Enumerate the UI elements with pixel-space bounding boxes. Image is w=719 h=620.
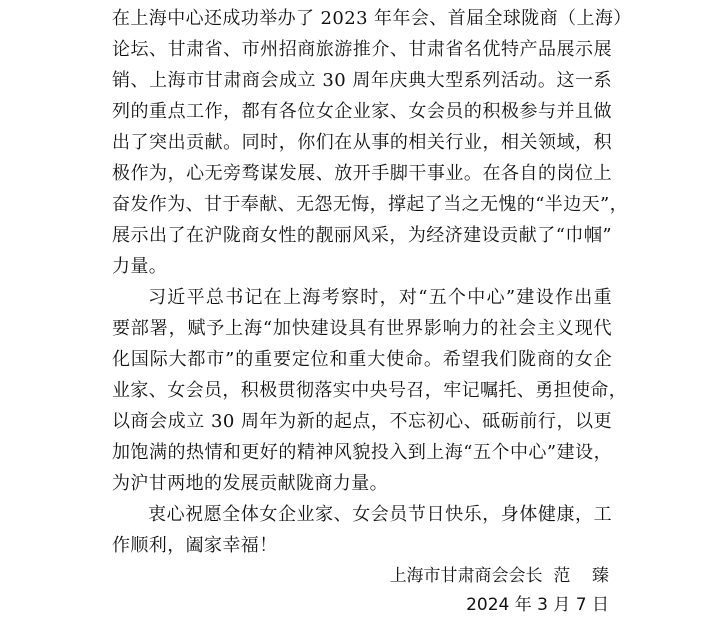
text-line: 为沪甘两地的发展贡献陇商力量。 [112,473,388,494]
text-line: 以商会成立 30 周年为新的起点，不忘初心、砥砺前行，以更 [112,411,612,432]
text-line: 论坛、甘肃省、市州招商旅游推介、甘肃省名优特产品展示展 [112,39,612,60]
text-line: 力量。 [112,256,168,277]
text-line: 销、上海市甘肃商会成立 30 周年庆典大型系列活动。这一系 [112,70,612,91]
paragraph [112,3,632,282]
text-line: 在上海中心还成功举办了 2023 年年会、首届全球陇商（上海） [112,8,632,29]
signature-date: 2024 年 3 月 7 日 [466,595,609,615]
text-line: 要部署，赋予上海“加快建设具有世界影响力的社会主义现代 [112,318,612,339]
paragraph [112,499,612,561]
text-line: 展示出了在沪陇商女性的靓丽风采，为经济建设贡献了“巾帼” [112,225,612,246]
text-line: 出了突出贡献。同时，你们在从事的相关行业，相关领域，积 [112,132,612,153]
text-line: 奋发作为、甘于奉献、无怨无悔，撑起了当之无愧的“半边天”， [112,194,629,215]
text-line: 业家、女会员，积极贯彻落实中央号召，牢记嘱托、勇担使命， [112,380,628,401]
text-line: 衷心祝愿全体女企业家、女会员节日快乐，身体健康，工 [148,504,612,525]
paragraph [112,282,628,499]
text-line: 加饱满的热情和更好的精神风貌投入到上海“五个中心”建设， [112,442,612,463]
letter-body [112,3,632,561]
text-line: 极作为，心无旁骛谋发展、放开手脚干事业。在各自的岗位上 [112,163,612,184]
text-line: 作顺利，阖家幸福！ [112,535,278,556]
text-line: 列的重点工作，都有各位女企业家、女会员的积极参与并且做 [112,101,612,122]
text-line: 化国际大都市”的重要定位和重大使命。希望我们陇商的女企 [112,349,612,370]
signature-org-title: 上海市甘肃商会会长 范 臻 [389,566,609,586]
text-line: 习近平总书记在上海考察时，对“五个中心”建设作出重 [148,287,612,308]
